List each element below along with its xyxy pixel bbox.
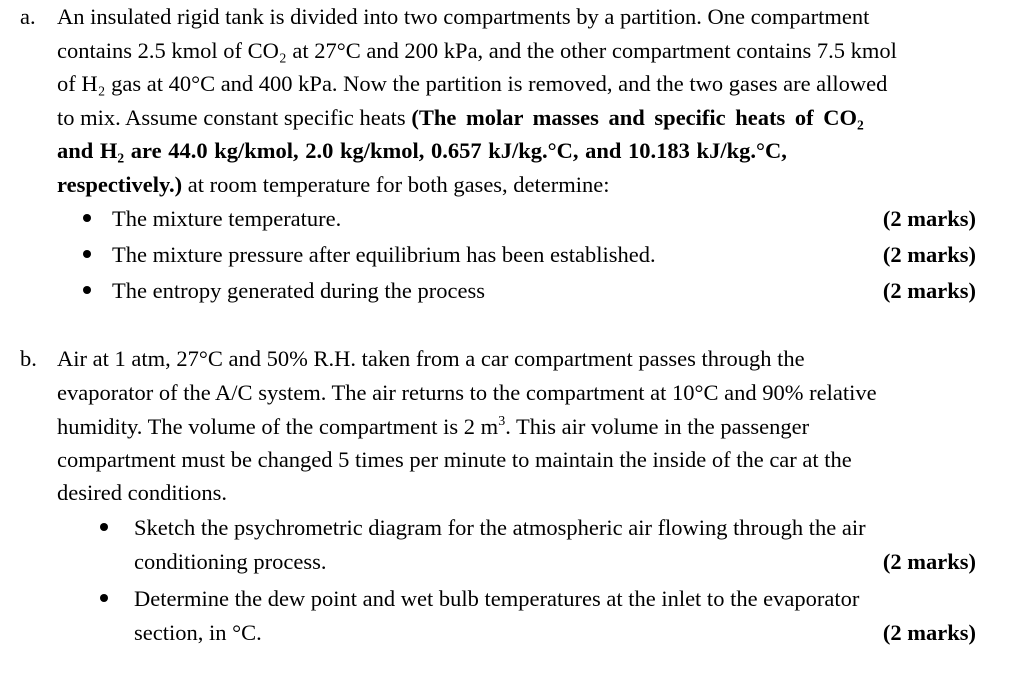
part-b-line-3-sup: 3 <box>498 414 506 429</box>
bullet-icon <box>83 286 91 294</box>
part-a-given-open: ( <box>411 105 419 130</box>
part-a-line-2: contains 2.5 kmol of CO₂ at 27°C and 200 kPa, and the other compartment contains 7.5 kmol <box>57 38 897 63</box>
part-b-marker: b. <box>20 346 37 371</box>
part-a-item-1: The mixture temperature. <box>112 206 342 231</box>
part-a-line-5 <box>57 140 787 163</box>
part-b-item-2-line-1: Determine the dew point and wet bulb temperatures at the inlet to the evaporator <box>134 586 860 611</box>
bullet-icon <box>100 523 108 531</box>
part-b-line-2: evaporator of the A/C system. The air returns to the compartment at 10°C and 90% relative <box>57 380 877 405</box>
bullet-icon <box>83 214 91 222</box>
part-a-item-2: The mixture pressure after equilibrium has been established. <box>112 242 656 267</box>
part-a-line-6 <box>57 174 610 197</box>
part-b-item-1-marks: (2 marks) <box>882 549 976 574</box>
part-a-marker: a. <box>20 4 36 29</box>
part-a-item-3: The entropy generated during the process <box>112 278 485 303</box>
part-b-line-3 <box>57 415 809 439</box>
part-a-line-6-text: at room temperature for both gases, determine: <box>182 172 610 197</box>
part-a-given-2: and H₂ are 44.0 kg/kmol, 2.0 kg/kmol, 0.657 kJ/kg.°C, and 10.183 kJ/kg.°C, <box>57 138 787 163</box>
part-a-line-1: An insulated rigid tank is divided into two compartments by a partition. One compartment <box>57 4 870 29</box>
bullet-icon <box>83 250 91 258</box>
part-a-line-3: of H₂ gas at 40°C and 400 kPa. Now the partition is removed, and the two gases are allowed <box>57 71 888 96</box>
part-a-line-4 <box>57 107 864 130</box>
part-b-item-1-line-1: Sketch the psychrometric diagram for the atmospheric air flowing through the air <box>134 515 866 540</box>
part-b-line-3-text: humidity. The volume of the compartment is 2 m <box>57 414 499 439</box>
bullet-icon <box>100 594 108 602</box>
part-a-line-4-text: to mix. Assume constant specific heats <box>57 105 412 130</box>
part-b-line-3-rest: . This air volume in the passenger <box>505 414 810 439</box>
part-b-item-1-line-2: conditioning process. <box>134 549 327 574</box>
part-b-line-1: Air at 1 atm, 27°C and 50% R.H. taken from a car compartment passes through the <box>57 346 805 371</box>
part-b-line-4: compartment must be changed 5 times per minute to maintain the inside of the car at the <box>57 447 852 472</box>
part-b-item-2-line-2: section, in °C. <box>134 620 262 645</box>
part-a-given-3: respectively.) <box>57 172 183 197</box>
part-a-item-3-marks: (2 marks) <box>882 278 976 303</box>
part-b-item-2-marks: (2 marks) <box>882 620 976 645</box>
part-a-item-1-marks: (2 marks) <box>882 206 976 231</box>
part-a-item-2-marks: (2 marks) <box>882 242 976 267</box>
part-a-given-1: The molar masses and specific heats of CO₂ <box>418 105 864 130</box>
part-b-line-5: desired conditions. <box>57 480 227 505</box>
